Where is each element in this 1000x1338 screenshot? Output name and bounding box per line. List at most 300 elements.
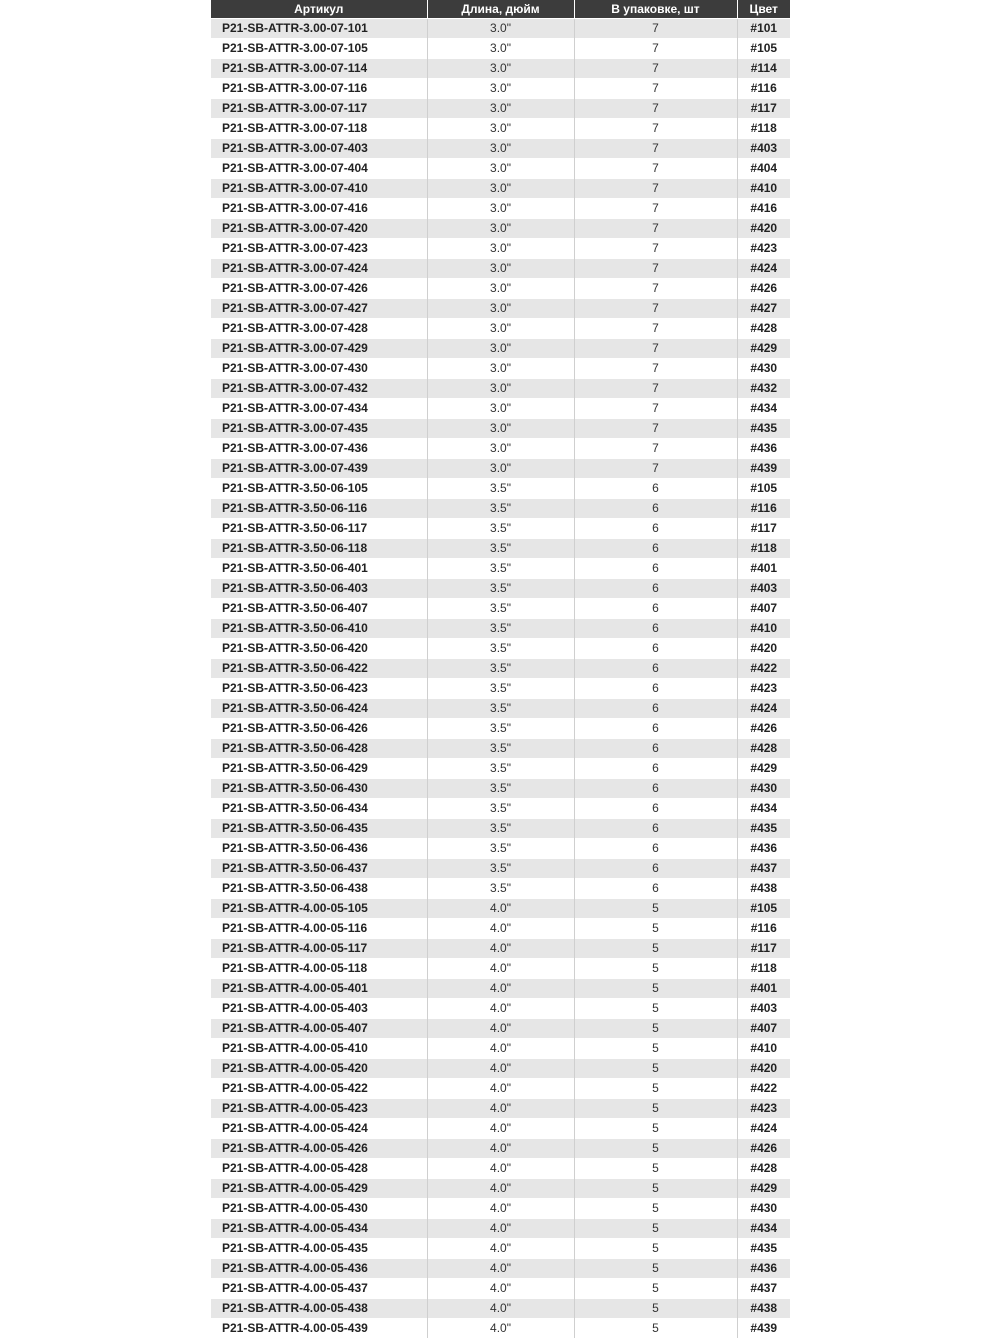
cell-pack-qty: 6 [574,699,737,719]
cell-pack-qty: 7 [574,439,737,459]
cell-sku: P21-SB-ATTR-4.00-05-439 [211,1319,427,1338]
table-row [211,119,790,139]
cell-length: 3.5" [427,779,574,799]
cell-sku: P21-SB-ATTR-3.50-06-429 [211,759,427,779]
cell-length: 3.0" [427,379,574,399]
cell-color: #116 [737,919,790,939]
cell-color: #428 [737,739,790,759]
cell-color: #434 [737,799,790,819]
cell-pack-qty: 5 [574,959,737,979]
cell-length: 3.0" [427,179,574,199]
cell-color: #420 [737,219,790,239]
cell-color: #117 [737,519,790,539]
cell-length: 3.5" [427,559,574,579]
cell-length: 3.5" [427,659,574,679]
table-row [211,839,790,859]
table-row [211,739,790,759]
table-row [211,239,790,259]
cell-pack-qty: 6 [574,759,737,779]
table-row [211,279,790,299]
cell-color: #426 [737,719,790,739]
cell-sku: P21-SB-ATTR-3.50-06-430 [211,779,427,799]
cell-sku: P21-SB-ATTR-3.00-07-410 [211,179,427,199]
cell-color: #105 [737,39,790,59]
table-row [211,799,790,819]
cell-color: #117 [737,939,790,959]
cell-pack-qty: 7 [574,259,737,279]
cell-length: 4.0" [427,899,574,919]
cell-length: 3.0" [427,299,574,319]
cell-color: #117 [737,99,790,119]
cell-color: #118 [737,119,790,139]
cell-sku: P21-SB-ATTR-4.00-05-401 [211,979,427,999]
cell-length: 3.0" [427,79,574,99]
table-row [211,1019,790,1039]
table-row [211,1059,790,1079]
cell-pack-qty: 5 [574,1239,737,1259]
cell-pack-qty: 7 [574,399,737,419]
table-row [211,39,790,59]
cell-sku: P21-SB-ATTR-4.00-05-436 [211,1259,427,1279]
cell-length: 3.0" [427,239,574,259]
table-row [211,599,790,619]
table-row [211,1219,790,1239]
table-row [211,859,790,879]
table-row [211,419,790,439]
cell-color: #410 [737,1039,790,1059]
cell-length: 4.0" [427,1219,574,1239]
table-row [211,1039,790,1059]
cell-pack-qty: 6 [574,679,737,699]
cell-color: #403 [737,999,790,1019]
cell-pack-qty: 7 [574,419,737,439]
table-body [211,19,790,1338]
cell-pack-qty: 6 [574,499,737,519]
cell-color: #429 [737,339,790,359]
cell-color: #424 [737,259,790,279]
cell-length: 3.5" [427,759,574,779]
cell-sku: P21-SB-ATTR-3.50-06-438 [211,879,427,899]
cell-length: 3.5" [427,859,574,879]
table-row [211,879,790,899]
cell-color: #432 [737,379,790,399]
table-row [211,1179,790,1199]
cell-pack-qty: 7 [574,339,737,359]
table-row [211,819,790,839]
cell-pack-qty: 7 [574,79,737,99]
table-row [211,579,790,599]
cell-color: #438 [737,1299,790,1319]
cell-length: 4.0" [427,979,574,999]
cell-length: 4.0" [427,1039,574,1059]
table-row [211,179,790,199]
cell-pack-qty: 5 [574,1119,737,1139]
cell-length: 4.0" [427,1279,574,1299]
cell-color: #422 [737,659,790,679]
cell-sku: P21-SB-ATTR-4.00-05-117 [211,939,427,959]
table-row [211,259,790,279]
cell-pack-qty: 6 [574,819,737,839]
cell-color: #407 [737,599,790,619]
cell-color: #429 [737,1179,790,1199]
cell-color: #427 [737,299,790,319]
cell-color: #429 [737,759,790,779]
cell-pack-qty: 5 [574,939,737,959]
cell-pack-qty: 5 [574,1099,737,1119]
cell-pack-qty: 5 [574,919,737,939]
cell-color: #436 [737,839,790,859]
cell-pack-qty: 6 [574,639,737,659]
header-pack-qty: В упаковке, шт [574,0,737,19]
cell-pack-qty: 6 [574,479,737,499]
cell-length: 3.0" [427,399,574,419]
cell-color: #420 [737,639,790,659]
cell-color: #404 [737,159,790,179]
cell-sku: P21-SB-ATTR-3.50-06-434 [211,799,427,819]
table-row [211,679,790,699]
cell-sku: P21-SB-ATTR-3.00-07-116 [211,79,427,99]
cell-pack-qty: 7 [574,219,737,239]
cell-length: 3.0" [427,139,574,159]
cell-pack-qty: 7 [574,59,737,79]
cell-sku: P21-SB-ATTR-4.00-05-437 [211,1279,427,1299]
cell-sku: P21-SB-ATTR-3.00-07-404 [211,159,427,179]
cell-color: #426 [737,279,790,299]
table-row [211,299,790,319]
cell-sku: P21-SB-ATTR-3.00-07-427 [211,299,427,319]
table-row [211,919,790,939]
cell-length: 4.0" [427,919,574,939]
table-row [211,159,790,179]
header-sku: Артикул [211,0,427,19]
cell-sku: P21-SB-ATTR-3.00-07-424 [211,259,427,279]
cell-sku: P21-SB-ATTR-3.50-06-435 [211,819,427,839]
cell-length: 4.0" [427,1319,574,1338]
cell-sku: P21-SB-ATTR-3.50-06-410 [211,619,427,639]
cell-length: 3.0" [427,339,574,359]
table-row [211,899,790,919]
cell-color: #423 [737,239,790,259]
cell-sku: P21-SB-ATTR-4.00-05-434 [211,1219,427,1239]
cell-length: 3.5" [427,819,574,839]
cell-pack-qty: 6 [574,799,737,819]
cell-color: #437 [737,859,790,879]
cell-color: #434 [737,399,790,419]
cell-sku: P21-SB-ATTR-4.00-05-429 [211,1179,427,1199]
cell-sku: P21-SB-ATTR-4.00-05-438 [211,1299,427,1319]
cell-color: #410 [737,619,790,639]
cell-length: 4.0" [427,999,574,1019]
cell-sku: P21-SB-ATTR-4.00-05-407 [211,1019,427,1039]
cell-pack-qty: 7 [574,179,737,199]
table-row [211,1319,790,1338]
cell-length: 4.0" [427,1099,574,1119]
cell-sku: P21-SB-ATTR-3.50-06-428 [211,739,427,759]
cell-color: #423 [737,1099,790,1119]
cell-length: 3.0" [427,259,574,279]
cell-pack-qty: 5 [574,999,737,1019]
cell-length: 3.5" [427,739,574,759]
cell-color: #439 [737,459,790,479]
cell-pack-qty: 6 [574,739,737,759]
cell-length: 3.0" [427,39,574,59]
cell-sku: P21-SB-ATTR-4.00-05-105 [211,899,427,919]
cell-color: #430 [737,1199,790,1219]
cell-color: #403 [737,139,790,159]
cell-sku: P21-SB-ATTR-3.00-07-430 [211,359,427,379]
cell-pack-qty: 7 [574,99,737,119]
table-row [211,639,790,659]
cell-color: #430 [737,779,790,799]
cell-length: 3.0" [427,319,574,339]
table-row [211,1139,790,1159]
cell-length: 3.5" [427,879,574,899]
cell-sku: P21-SB-ATTR-3.00-07-416 [211,199,427,219]
cell-length: 3.0" [427,459,574,479]
cell-color: #435 [737,1239,790,1259]
cell-length: 4.0" [427,1059,574,1079]
cell-color: #105 [737,899,790,919]
cell-color: #424 [737,699,790,719]
cell-pack-qty: 6 [574,539,737,559]
table-row [211,399,790,419]
cell-sku: P21-SB-ATTR-4.00-05-428 [211,1159,427,1179]
table-row [211,939,790,959]
cell-length: 3.5" [427,499,574,519]
cell-sku: P21-SB-ATTR-3.00-07-105 [211,39,427,59]
table-row [211,619,790,639]
cell-sku: P21-SB-ATTR-3.00-07-118 [211,119,427,139]
cell-length: 3.5" [427,519,574,539]
cell-color: #116 [737,79,790,99]
table-row [211,479,790,499]
table-row [211,659,790,679]
cell-sku: P21-SB-ATTR-3.50-06-436 [211,839,427,859]
cell-sku: P21-SB-ATTR-3.00-07-420 [211,219,427,239]
cell-sku: P21-SB-ATTR-3.50-06-422 [211,659,427,679]
header-row [211,0,790,19]
cell-length: 4.0" [427,1239,574,1259]
cell-pack-qty: 5 [574,1299,737,1319]
cell-sku: P21-SB-ATTR-3.00-07-101 [211,19,427,39]
cell-pack-qty: 6 [574,619,737,639]
header-length: Длина, дюйм [427,0,574,19]
cell-sku: P21-SB-ATTR-3.00-07-439 [211,459,427,479]
cell-color: #403 [737,579,790,599]
table-row [211,539,790,559]
cell-sku: P21-SB-ATTR-3.00-07-114 [211,59,427,79]
cell-pack-qty: 5 [574,1259,737,1279]
table-row [211,19,790,39]
cell-color: #105 [737,479,790,499]
cell-sku: P21-SB-ATTR-4.00-05-420 [211,1059,427,1079]
cell-color: #401 [737,979,790,999]
cell-length: 3.5" [427,719,574,739]
table-row [211,699,790,719]
cell-pack-qty: 7 [574,119,737,139]
cell-sku: P21-SB-ATTR-4.00-05-423 [211,1099,427,1119]
cell-length: 4.0" [427,1299,574,1319]
table-row [211,199,790,219]
cell-length: 3.5" [427,479,574,499]
table-row [211,219,790,239]
cell-sku: P21-SB-ATTR-3.50-06-116 [211,499,427,519]
cell-pack-qty: 7 [574,299,737,319]
cell-color: #420 [737,1059,790,1079]
cell-sku: P21-SB-ATTR-3.00-07-435 [211,419,427,439]
cell-sku: P21-SB-ATTR-3.50-06-424 [211,699,427,719]
cell-length: 3.0" [427,59,574,79]
table-row [211,359,790,379]
cell-color: #401 [737,559,790,579]
cell-color: #116 [737,499,790,519]
cell-sku: P21-SB-ATTR-4.00-05-403 [211,999,427,1019]
cell-length: 3.0" [427,219,574,239]
cell-length: 3.0" [427,279,574,299]
cell-pack-qty: 6 [574,519,737,539]
cell-pack-qty: 6 [574,779,737,799]
cell-sku: P21-SB-ATTR-3.50-06-403 [211,579,427,599]
table-row [211,1079,790,1099]
table-row [211,439,790,459]
cell-sku: P21-SB-ATTR-3.50-06-407 [211,599,427,619]
cell-sku: P21-SB-ATTR-3.00-07-432 [211,379,427,399]
cell-pack-qty: 7 [574,319,737,339]
cell-sku: P21-SB-ATTR-3.00-07-403 [211,139,427,159]
cell-length: 4.0" [427,1179,574,1199]
cell-color: #438 [737,879,790,899]
cell-pack-qty: 6 [574,659,737,679]
cell-sku: P21-SB-ATTR-3.00-07-428 [211,319,427,339]
cell-length: 4.0" [427,1159,574,1179]
cell-sku: P21-SB-ATTR-4.00-05-430 [211,1199,427,1219]
cell-color: #439 [737,1319,790,1338]
cell-color: #435 [737,419,790,439]
cell-sku: P21-SB-ATTR-3.00-07-423 [211,239,427,259]
table-row [211,319,790,339]
cell-pack-qty: 5 [574,1159,737,1179]
cell-length: 3.0" [427,119,574,139]
cell-length: 3.0" [427,99,574,119]
cell-pack-qty: 5 [574,1319,737,1338]
table-row [211,59,790,79]
cell-color: #436 [737,1259,790,1279]
cell-length: 4.0" [427,1019,574,1039]
cell-color: #422 [737,1079,790,1099]
table-row [211,79,790,99]
cell-pack-qty: 5 [574,1219,737,1239]
cell-pack-qty: 5 [574,899,737,919]
cell-pack-qty: 6 [574,859,737,879]
cell-length: 4.0" [427,959,574,979]
table-row [211,1259,790,1279]
product-table [211,0,790,1338]
cell-color: #430 [737,359,790,379]
table-row [211,559,790,579]
cell-pack-qty: 5 [574,1019,737,1039]
cell-color: #101 [737,19,790,39]
cell-color: #426 [737,1139,790,1159]
cell-sku: P21-SB-ATTR-3.50-06-420 [211,639,427,659]
table-row [211,979,790,999]
cell-sku: P21-SB-ATTR-3.50-06-105 [211,479,427,499]
cell-color: #428 [737,319,790,339]
cell-pack-qty: 7 [574,139,737,159]
cell-color: #114 [737,59,790,79]
cell-sku: P21-SB-ATTR-3.50-06-117 [211,519,427,539]
cell-sku: P21-SB-ATTR-3.50-06-401 [211,559,427,579]
table-row [211,999,790,1019]
cell-length: 3.0" [427,199,574,219]
cell-length: 3.0" [427,19,574,39]
cell-length: 3.0" [427,419,574,439]
cell-length: 3.5" [427,539,574,559]
cell-color: #435 [737,819,790,839]
cell-sku: P21-SB-ATTR-4.00-05-116 [211,919,427,939]
cell-sku: P21-SB-ATTR-4.00-05-410 [211,1039,427,1059]
cell-length: 3.0" [427,159,574,179]
table-row [211,459,790,479]
cell-pack-qty: 6 [574,839,737,859]
table-row [211,1159,790,1179]
table-row [211,1199,790,1219]
table-row [211,1239,790,1259]
cell-color: #437 [737,1279,790,1299]
cell-pack-qty: 7 [574,359,737,379]
cell-color: #416 [737,199,790,219]
cell-length: 3.5" [427,579,574,599]
cell-sku: P21-SB-ATTR-3.00-07-426 [211,279,427,299]
cell-length: 3.5" [427,639,574,659]
table-row [211,499,790,519]
cell-color: #407 [737,1019,790,1039]
cell-length: 4.0" [427,1139,574,1159]
cell-sku: P21-SB-ATTR-3.50-06-423 [211,679,427,699]
table-row [211,1099,790,1119]
cell-pack-qty: 5 [574,1179,737,1199]
cell-pack-qty: 5 [574,1139,737,1159]
table-row [211,339,790,359]
cell-pack-qty: 7 [574,199,737,219]
table-row [211,719,790,739]
table-row [211,519,790,539]
cell-length: 4.0" [427,1119,574,1139]
table-row [211,379,790,399]
cell-color: #410 [737,179,790,199]
cell-color: #118 [737,539,790,559]
cell-length: 3.5" [427,839,574,859]
cell-sku: P21-SB-ATTR-3.50-06-426 [211,719,427,739]
table-row [211,1299,790,1319]
cell-length: 3.5" [427,599,574,619]
cell-length: 3.0" [427,439,574,459]
cell-length: 3.0" [427,359,574,379]
cell-pack-qty: 6 [574,719,737,739]
cell-sku: P21-SB-ATTR-4.00-05-118 [211,959,427,979]
cell-pack-qty: 5 [574,1039,737,1059]
cell-sku: P21-SB-ATTR-3.50-06-118 [211,539,427,559]
cell-pack-qty: 5 [574,1059,737,1079]
table-row [211,1119,790,1139]
cell-length: 3.5" [427,699,574,719]
cell-length: 4.0" [427,939,574,959]
cell-pack-qty: 5 [574,1079,737,1099]
cell-pack-qty: 6 [574,879,737,899]
table-row [211,1279,790,1299]
cell-sku: P21-SB-ATTR-4.00-05-435 [211,1239,427,1259]
cell-sku: P21-SB-ATTR-4.00-05-426 [211,1139,427,1159]
cell-color: #428 [737,1159,790,1179]
